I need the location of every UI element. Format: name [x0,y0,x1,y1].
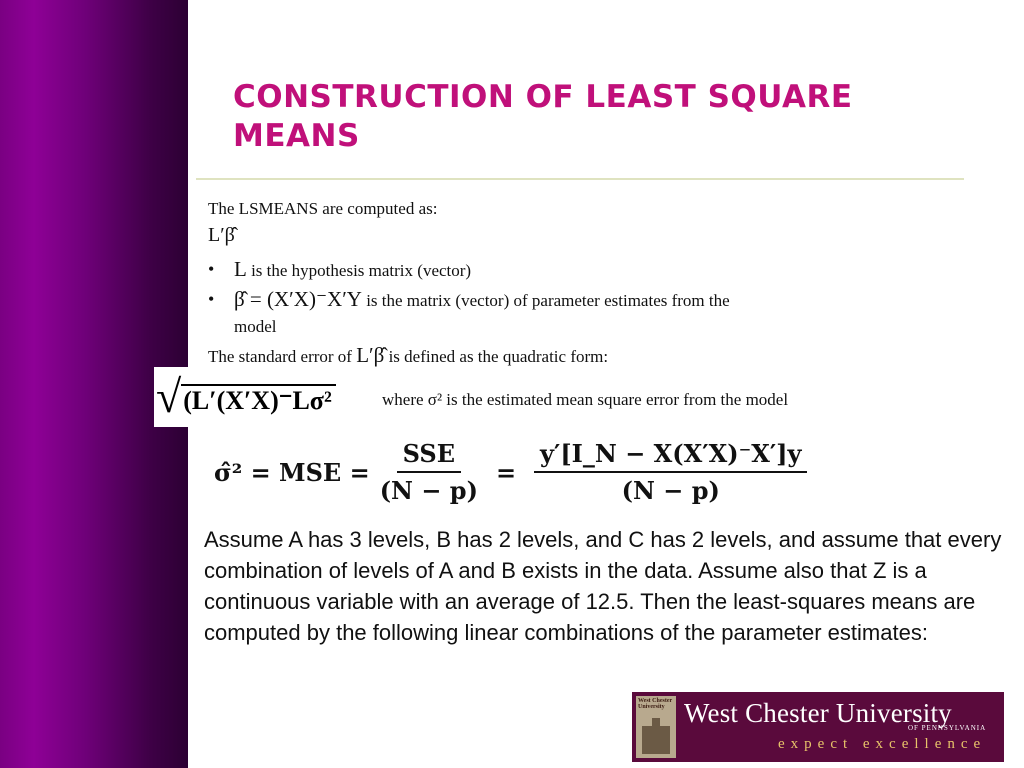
square-root-icon: √ [156,371,182,422]
seal-text: West Chester University [638,698,673,710]
se-prefix: The standard error of [208,347,357,366]
sse-denominator: (N − p) [379,476,478,505]
sigma-definition: where σ² is the estimated mean square error from the model [382,390,789,409]
title-divider [196,178,964,180]
logo-wordmark [684,692,986,762]
university-name: West Chester University [684,698,952,728]
bullet1-text: is the hypothesis matrix (vector) [246,261,472,280]
quadratic-form: (L′(X′X)⁻Lσ² [181,384,336,416]
l-symbol: L [234,257,247,281]
lsmeans-estimate: L′β̂ [208,224,235,246]
mse-lhs: σ̂² = MSE = [214,457,370,487]
mse-formula [214,430,817,514]
quadratic-fraction [534,439,807,505]
quadratic-numerator: y′[I_N − X(X′X)⁻X′]y [534,439,807,473]
sse-fraction [380,439,478,505]
university-state: OF PENNSYLVANIA [907,724,987,732]
bullet-parameter-estimates [208,288,730,312]
sse-numerator: SSE [397,439,461,473]
beta-hat-equation: β̂ = (X′X)⁻X′Y [234,287,362,311]
university-seal-icon [636,696,676,758]
equals-sign: = [495,457,517,487]
university-tagline: expect excellence [778,736,987,752]
university-logo [632,692,1004,762]
bullet-icon: • [208,259,215,279]
quadratic-denominator: (N − p) [621,476,720,505]
bullet2-continuation: model [234,317,277,336]
assumption-paragraph: Assume A has 3 levels, B has 2 levels, and C has 2 levels, and assume that every combination of levels of A and B exists in the data. Assume also that Z is a continuous variable with an average of 12.5. Then the least-squares means are computed by the following linear combinations of the parameter estimates: [204,527,1002,645]
standard-error-formula [154,367,376,427]
se-symbol: L′β̂ [356,343,385,367]
bullet-hypothesis-matrix [208,258,471,282]
bullet-icon: • [208,289,215,309]
bullet2-text: is the matrix (vector) of parameter estimates from the [361,291,730,310]
lsmeans-intro: The LSMEANS are computed as: [208,199,438,218]
slide-title: CONSTRUCTION OF LEAST SQUARE MEANS [233,79,853,154]
se-suffix: is defined as the quadratic form: [384,347,609,366]
building-icon [642,726,670,754]
standard-error-line [208,344,608,368]
